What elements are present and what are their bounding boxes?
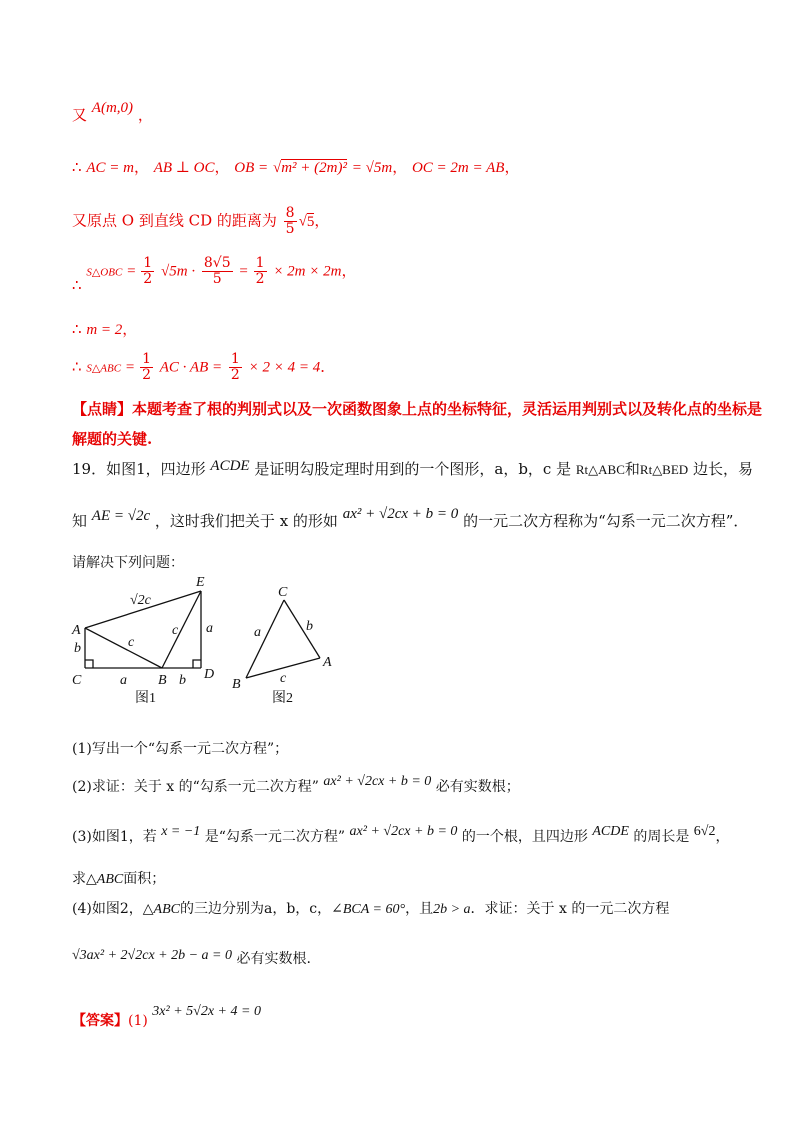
label-b-ac: b	[74, 641, 81, 656]
math-ae: AE = √2c	[91, 508, 151, 524]
solution-line-1	[72, 100, 153, 127]
answer-equation: 3x² + 5√2x + 4 = 0	[152, 1004, 261, 1019]
fraction-1	[141, 256, 154, 287]
q4-equation: √3ax² + 2√2cx + 2b − a = 0	[72, 948, 232, 963]
fraction-3	[254, 256, 267, 287]
sqrt-expression: √m² + (2m)²	[272, 160, 347, 176]
denominator: 5	[285, 221, 295, 237]
q2-text-a: (2)求证：关于 x 的“勾系一元二次方程”	[72, 779, 319, 795]
solution-line-5: ∴ m = 2，	[72, 320, 138, 338]
numerator: 1	[142, 351, 151, 367]
answer-tag: 【答案】	[72, 1013, 128, 1029]
text-suffix: ，	[137, 106, 153, 124]
question-3	[72, 826, 729, 849]
denominator: 5	[212, 271, 222, 287]
q3b-text: 求	[72, 871, 86, 887]
question-4	[72, 898, 669, 921]
q3b-triangle: △ABC	[86, 872, 124, 887]
solution-line-6: ∴ S△ABC = $\frac{1}{2}$ AC · AB = $\frac{1}{2}$ × 2 × 4 = 4．	[72, 351, 336, 383]
q3-text-b: 是“勾系一元二次方程”	[204, 829, 346, 845]
fraction-4	[140, 352, 153, 383]
label-c: C	[278, 585, 288, 600]
denominator: 2	[230, 367, 240, 383]
question-1	[72, 738, 288, 760]
radicand: 5	[306, 213, 315, 230]
math-perp: AB ⊥ OC	[153, 160, 215, 176]
math-mid-2: AC · AB =	[159, 359, 223, 376]
problem-intro-2	[72, 506, 749, 533]
figure-1	[66, 572, 246, 712]
math-m-value: m = 2	[86, 322, 123, 338]
area-label-abc: S△ABC	[86, 362, 122, 375]
therefore-symbol-2: ∴	[72, 275, 82, 294]
sqrt-5: √5	[298, 213, 315, 230]
fraction	[284, 206, 297, 237]
fraction-5	[229, 352, 242, 383]
label-b: B	[158, 673, 167, 688]
edge-cb	[246, 600, 284, 678]
numerator: 1	[143, 255, 153, 271]
math-ob-right: = √5m	[351, 160, 393, 176]
q3-quad: ACDE	[592, 824, 629, 839]
q2-equation: ax² + √2cx + b = 0	[323, 774, 432, 789]
triangle-abc: Rt△ABC	[575, 462, 625, 477]
label-d: D	[204, 667, 215, 682]
therefore-symbol: ∴	[72, 158, 82, 176]
q3-root: x = −1	[161, 824, 201, 839]
equation-form: ax² + √2cx + b = 0	[342, 506, 459, 522]
comment-line-1	[72, 398, 762, 420]
q3-equation: ax² + √2cx + b = 0	[349, 824, 458, 839]
math-ob-left: OB =	[234, 160, 269, 176]
label-a: A	[323, 655, 332, 670]
comment-tag: 【点睛】	[72, 400, 133, 418]
text-prefix: 又	[72, 106, 88, 124]
denominator: 2	[255, 271, 265, 287]
q4-angle: ∠BCA = 60°	[331, 902, 406, 917]
intro2-text-a: 知	[72, 512, 88, 530]
intro-text-c: 边长，易	[692, 460, 753, 478]
intro-text-a: 19．如图1，四边形	[72, 460, 206, 478]
q4-text-c: ，且	[405, 901, 434, 917]
question-2	[72, 776, 520, 799]
q4-triangle: △ABC	[142, 902, 180, 917]
numerator: 8√5	[203, 255, 231, 271]
label-c-be: c	[172, 623, 179, 638]
sqrt-radicand: m² + (2m)²	[281, 160, 347, 176]
denominator: 2	[143, 271, 153, 287]
label-e: E	[196, 575, 205, 590]
label-c-ab: c	[128, 635, 135, 650]
q4-text-b: 的三边分别为a，b，c，	[179, 901, 332, 917]
prompt-text: 请解决下列问题：	[72, 555, 184, 571]
q3-perimeter: 6√2	[693, 824, 716, 839]
edge-be	[162, 591, 201, 668]
solution-line-3: 又原点 O 到直线 CD 的距离为 $\frac{8}{5}$ √5，	[72, 205, 330, 237]
label-b: B	[232, 677, 241, 692]
quad-name: ACDE	[210, 458, 250, 474]
answer-part: (1)	[128, 1013, 148, 1029]
label-side-c: c	[280, 671, 287, 686]
label-side-b: b	[306, 619, 313, 634]
q3-text-c: 的一个根，且四边形	[461, 829, 588, 845]
q2-text-b: 必有实数根；	[435, 779, 520, 795]
label-side-a: a	[254, 625, 261, 640]
triangle-bed: Rt△BED	[639, 462, 689, 477]
label-a: A	[72, 623, 81, 638]
problem-prompt	[72, 552, 184, 574]
figure-2	[226, 582, 346, 712]
q3-text-a: (3)如图1，若	[72, 829, 157, 845]
intro-text-b: 是证明勾股定理时用到的一个图形，a，b，c 是	[254, 460, 572, 478]
math-point-a: A(m,0)	[91, 100, 134, 116]
math-tail: × 2m × 2m	[273, 263, 342, 280]
label-a-ed: a	[206, 621, 213, 636]
q3-text-d: 的周长是	[633, 829, 690, 845]
area-label: S△OBC	[86, 266, 123, 279]
q3b-tail: 面积；	[123, 871, 166, 887]
problem-intro-1	[72, 458, 753, 481]
right-angle-c	[85, 660, 93, 668]
question-4-cont	[72, 948, 311, 971]
numerator: 8	[285, 205, 295, 221]
edge-ca	[284, 600, 320, 658]
q4-text-d: ．求证：关于 x 的一元二次方程	[470, 901, 670, 917]
comment-text-1: 本题考查了根的判别式以及一次函数图象上点的坐标特征，灵活运用判别式以及转化点的坐标是	[132, 400, 763, 418]
label-c: C	[72, 673, 82, 688]
figure-1-caption: 图1	[135, 691, 156, 706]
label-sqrt2c: √2c	[130, 593, 151, 608]
math-mid: √5m ·	[161, 263, 196, 280]
q3-text-e: ，	[715, 829, 730, 845]
numerator: 1	[230, 351, 240, 367]
math-tail-2: × 2 × 4 = 4	[248, 359, 321, 376]
denominator: 2	[142, 367, 151, 383]
question-3-cont	[72, 868, 165, 891]
figure-2-caption: 图2	[272, 691, 293, 706]
and-text: 和	[624, 460, 640, 478]
intro2-text-b: ，这时我们把关于 x 的形如	[154, 512, 338, 530]
label-a-cb: a	[120, 673, 127, 688]
intro2-text-c: 的一元二次方程称为“勾系一元二次方程”．	[463, 512, 749, 530]
edge-ab	[85, 628, 162, 668]
q4-text-a: (4)如图2，	[72, 901, 143, 917]
solution-line-4: ∴ S△OBC = $\frac{1}{2}$ √5m · $\frac{8√5}{5}$ = $\frac{1}{2}$ × 2m × 2m，	[72, 255, 357, 294]
q4-text-e: 必有实数根.	[236, 951, 311, 967]
solution-line-2: ∴ AC = m， AB ⊥ OC， OB = √m² + (2m)² = √5m， OC = 2m = AB，	[72, 158, 520, 176]
label-b-bd: b	[179, 673, 186, 688]
q1-text: (1)写出一个“勾系一元二次方程”；	[72, 741, 289, 757]
answer-line	[72, 1004, 261, 1033]
comment-line-2	[72, 428, 152, 450]
right-angle-d	[193, 660, 201, 668]
math-oc: OC = 2m = AB	[411, 160, 505, 176]
numerator: 1	[255, 255, 265, 271]
fraction-2	[202, 256, 233, 287]
math-ac: AC = m	[86, 160, 134, 176]
distance-text: 又原点 O 到直线 CD 的距离为	[72, 211, 277, 230]
comment-text-2: 解题的关键.	[72, 430, 153, 448]
q4-inequality: 2b > a	[433, 902, 471, 917]
